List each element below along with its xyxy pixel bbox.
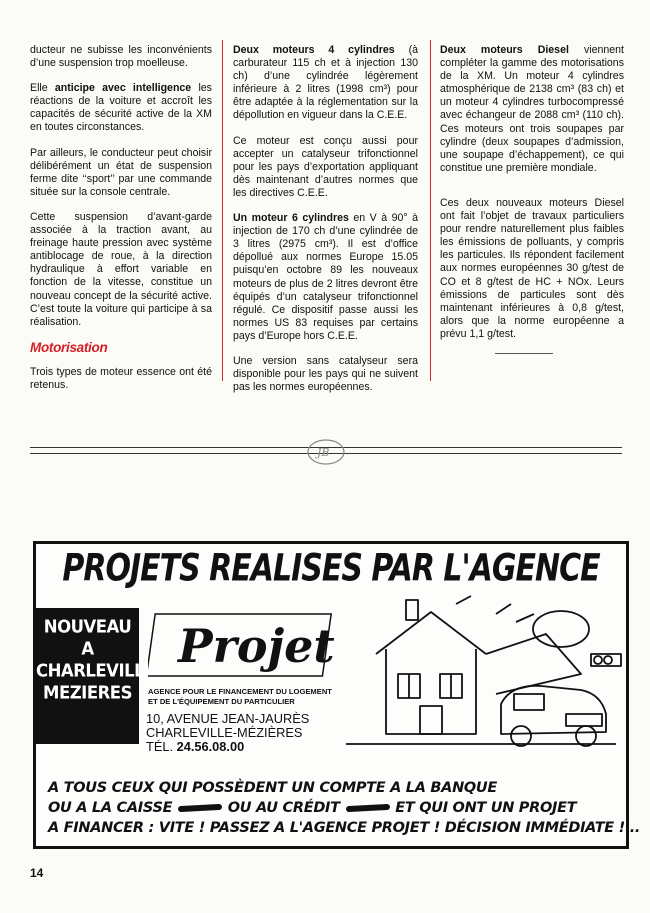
page-number: 14 <box>30 866 44 880</box>
badge-line: NOUVEAU <box>43 616 132 637</box>
description-line: AGENCE POUR LE FINANCEMENT DU LOGEMENT <box>148 687 332 696</box>
paragraph: Elle anticipe avec intelligence les réactions de la voiture et accroît les capacités de sécurité active de la XM en toutes circonstances. <box>30 82 212 134</box>
location-badge <box>36 608 155 744</box>
article-column-3 <box>440 44 624 354</box>
agency-address <box>146 712 356 739</box>
paragraph: Une version sans catalyseur sera disponible pour les pays qui ne suivent pas les normes européennes. <box>233 354 418 394</box>
redaction-scribble <box>178 804 222 812</box>
badge-line: CHARLEVILLE <box>36 660 155 681</box>
article-column-2 <box>233 44 418 406</box>
paragraph: Trois types de moteur essence ont été retenus. <box>30 365 212 391</box>
svg-text:JB: JB <box>317 446 330 459</box>
ad-tagline-line: OU A LA CAISSE OU AU CRÉDIT ET QUI ONT UN PROJET <box>48 800 577 816</box>
projet-logo <box>148 608 338 684</box>
agency-description <box>148 687 358 706</box>
redaction-scribble <box>345 804 389 812</box>
ad-tagline-line: A TOUS CEUX QUI POSSÈDENT UN COMPTE A LA BANQUE <box>48 780 498 796</box>
paragraph: Un moteur 6 cylindres en V à 90° à injection de 170 ch d’une cylindrée de 3 litres (2975 cm³). Il est d’office dépollué aux normes Europe 15.05 puisqu’en octobre 89 les nouveaux moteurs de plus de 2 litres devront être équipés d’un catalyseur trifonctionnel régulé. Ce dispositif passe aussi les normes US 83 requises par certains pays d’Europe hors C.E.E. <box>233 212 419 342</box>
logo-text: Projet <box>178 619 335 673</box>
end-rule <box>495 353 553 354</box>
phone-label: TÉL. <box>146 739 174 754</box>
paragraph: Ce moteur est conçu aussi pour accepter un catalyseur trifonctionnel pour les pays d’exportation appliquant dès maintenant d’autres normes que les directives C.E.E. <box>233 134 418 199</box>
address-line: CHARLEVILLE-MÉZIÈRES <box>146 724 303 740</box>
paragraph: Deux moteurs 4 cylindres (à carburateur 115 ch et à injection 130 ch) d’une cylindrée légèrement inférieure à 2 litres (1998 cm³) pour être adaptée à la réglementation sur la dépollution en vigueur dans la C.E.E. <box>233 44 418 122</box>
agency-phone <box>146 739 244 754</box>
paragraph: Ces deux nouveaux moteurs Diesel ont fait l’objet de travaux particuliers pour rendre naturellement plus faibles les émissions de polluants, y compris les particules. Ils répondent facilement aux normes européennes 30 g/test de CO et 8 g/test de HC + NOx. Leurs émissions de particules sont dès maintenant inférieures à 0,8 g/test, alors que la norme européenne a prévu 1,1 g/test. <box>440 196 624 340</box>
column-divider <box>430 40 431 381</box>
paragraph: Par ailleurs, le conducteur peut choisir délibérément un état de suspension ferme dite ‘‘sport’’ par une commande située sur la console centrale. <box>30 146 212 198</box>
description-line: ET DE L'ÉQUIPEMENT DU PARTICULIER <box>148 696 295 706</box>
paragraph: Deux moteurs Diesel viennent compléter la gamme des motorisations de la XM. Un moteur 4 cylindres atmosphérique de 2138 cm³ (83 ch) et un moteur 4 cylindres turbocompressé avec échangeur de 2088 cm³ (110 ch). Ces moteurs ont trois soupapes par cylindre (deux soupapes d’admission, une soupape d’échappement), ce qui constitue une première mondiale. <box>440 44 624 174</box>
paragraph: Cette suspension d’avant-garde associée à la traction avant, au freinage haute pression avec système antiblocage de roue, à la direction hydraulique à effort variable en fonction de la vitesse, constitue un nouveau concept de la sécurité active. C’est toute la voiture qui participe à sa réalisation. <box>30 210 212 328</box>
address-line: 10, AVENUE JEAN-JAURÈS <box>146 711 310 726</box>
badge-line: A <box>81 638 94 659</box>
ad-tagline-line: A FINANCER : VITE ! PASSEZ A L'AGENCE PROJET ! DÉCISION IMMÉDIATE ! .. <box>48 820 641 836</box>
paragraph: ducteur ne subisse les inconvénients d’une suspension trop moelleuse. <box>30 44 212 70</box>
phone-number: 24.56.08.00 <box>176 739 245 754</box>
article-column-1 <box>30 44 212 404</box>
library-stamp-icon <box>305 437 347 467</box>
badge-line: MEZIERES <box>43 682 132 703</box>
ad-headline: PROJETS REALISES PAR L'AGENCE <box>62 546 600 591</box>
column-divider <box>222 40 223 381</box>
house-and-car-illustration <box>336 594 626 759</box>
section-heading: Motorisation <box>30 339 108 355</box>
advertisement <box>33 541 641 849</box>
